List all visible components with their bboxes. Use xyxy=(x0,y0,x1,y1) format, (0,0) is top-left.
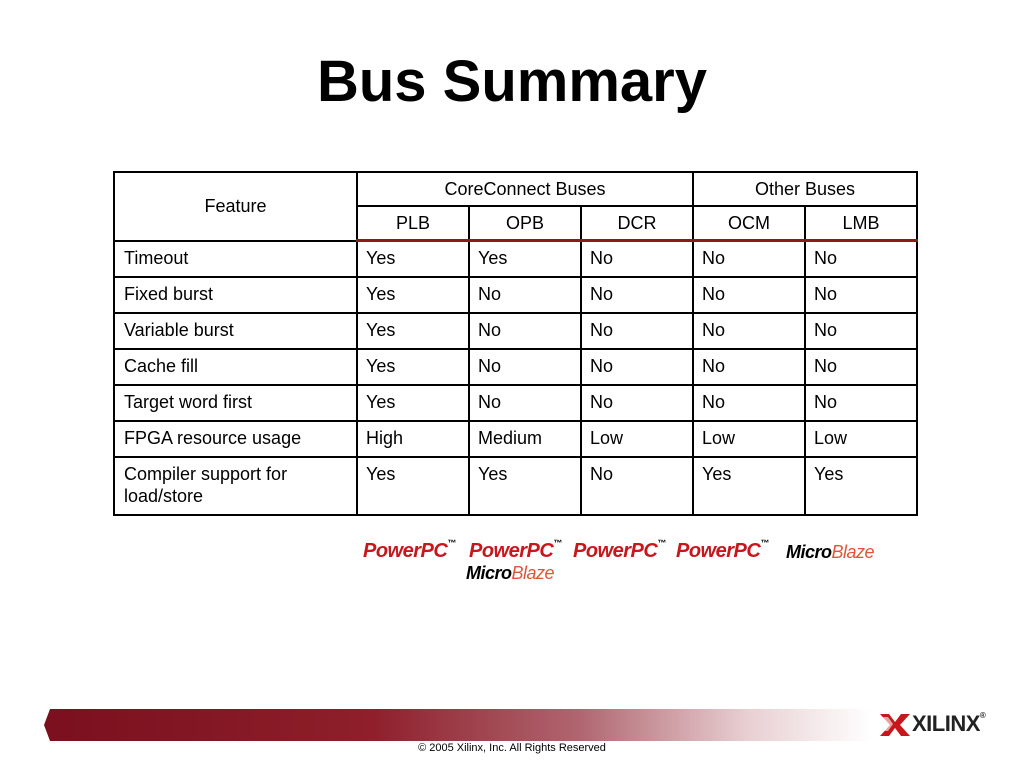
value-cell-dcr: Low xyxy=(581,421,693,457)
value-cell-plb: Yes xyxy=(357,349,469,385)
value-cell-ocm: No xyxy=(693,385,805,421)
column-header-opb: OPB xyxy=(469,206,581,241)
value-cell-lmb: No xyxy=(805,241,917,278)
group-header-coreconnect: CoreConnect Buses xyxy=(357,172,693,206)
value-cell-ocm: Low xyxy=(693,421,805,457)
value-cell-lmb: Low xyxy=(805,421,917,457)
value-cell-opb: Yes xyxy=(469,241,581,278)
feature-cell: Compiler support for load/store xyxy=(114,457,357,515)
value-cell-plb: Yes xyxy=(357,313,469,349)
feature-cell: Cache fill xyxy=(114,349,357,385)
microblaze-logo: MicroBlaze xyxy=(466,563,555,583)
value-cell-opb: No xyxy=(469,313,581,349)
value-cell-ocm: No xyxy=(693,349,805,385)
table-row xyxy=(114,241,917,278)
feature-header: Feature xyxy=(114,172,357,241)
footer-bar xyxy=(38,709,872,741)
value-cell-lmb: No xyxy=(805,277,917,313)
feature-cell: Timeout xyxy=(114,241,357,278)
column-header-lmb: LMB xyxy=(805,206,917,241)
powerpc-logo: PowerPC™ xyxy=(676,538,769,562)
column-header-dcr: DCR xyxy=(581,206,693,241)
xilinx-wordmark: XILINX® xyxy=(912,711,986,736)
processor-logos xyxy=(363,540,893,584)
feature-cell: Variable burst xyxy=(114,313,357,349)
table-row xyxy=(114,457,917,515)
value-cell-lmb: No xyxy=(805,313,917,349)
table-row xyxy=(114,421,917,457)
value-cell-opb: No xyxy=(469,385,581,421)
value-cell-dcr: No xyxy=(581,241,693,278)
group-header-other: Other Buses xyxy=(693,172,917,206)
value-cell-opb: No xyxy=(469,277,581,313)
table-group-header-row xyxy=(114,172,917,206)
value-cell-dcr: No xyxy=(581,385,693,421)
feature-cell: Target word first xyxy=(114,385,357,421)
copyright-notice: © 2005 Xilinx, Inc. All Rights Reserved xyxy=(418,742,606,754)
value-cell-ocm: No xyxy=(693,241,805,278)
bus-summary-table xyxy=(113,171,918,516)
powerpc-logo: PowerPC™ xyxy=(573,538,666,562)
value-cell-ocm: No xyxy=(693,313,805,349)
value-cell-dcr: No xyxy=(581,313,693,349)
value-cell-opb: Yes xyxy=(469,457,581,515)
column-header-ocm: OCM xyxy=(693,206,805,241)
powerpc-logo: PowerPC™ xyxy=(469,538,562,562)
value-cell-ocm: Yes xyxy=(693,457,805,515)
value-cell-plb: Yes xyxy=(357,385,469,421)
footer-bar-notch xyxy=(38,709,72,741)
table-row xyxy=(114,349,917,385)
value-cell-dcr: No xyxy=(581,457,693,515)
value-cell-plb: Yes xyxy=(357,457,469,515)
value-cell-lmb: No xyxy=(805,385,917,421)
value-cell-lmb: No xyxy=(805,349,917,385)
value-cell-plb: High xyxy=(357,421,469,457)
table-row xyxy=(114,313,917,349)
table-row xyxy=(114,277,917,313)
value-cell-dcr: No xyxy=(581,349,693,385)
slide-title: Bus Summary xyxy=(316,49,708,114)
table-row xyxy=(114,385,917,421)
feature-cell: Fixed burst xyxy=(114,277,357,313)
powerpc-logo: PowerPC™ xyxy=(363,538,456,562)
column-header-plb: PLB xyxy=(357,206,469,241)
table-body xyxy=(114,241,917,516)
value-cell-dcr: No xyxy=(581,277,693,313)
value-cell-plb: Yes xyxy=(357,241,469,278)
microblaze-logo: MicroBlaze xyxy=(786,542,875,562)
feature-cell: FPGA resource usage xyxy=(114,421,357,457)
value-cell-ocm: No xyxy=(693,277,805,313)
value-cell-opb: No xyxy=(469,349,581,385)
value-cell-plb: Yes xyxy=(357,277,469,313)
value-cell-lmb: Yes xyxy=(805,457,917,515)
value-cell-opb: Medium xyxy=(469,421,581,457)
